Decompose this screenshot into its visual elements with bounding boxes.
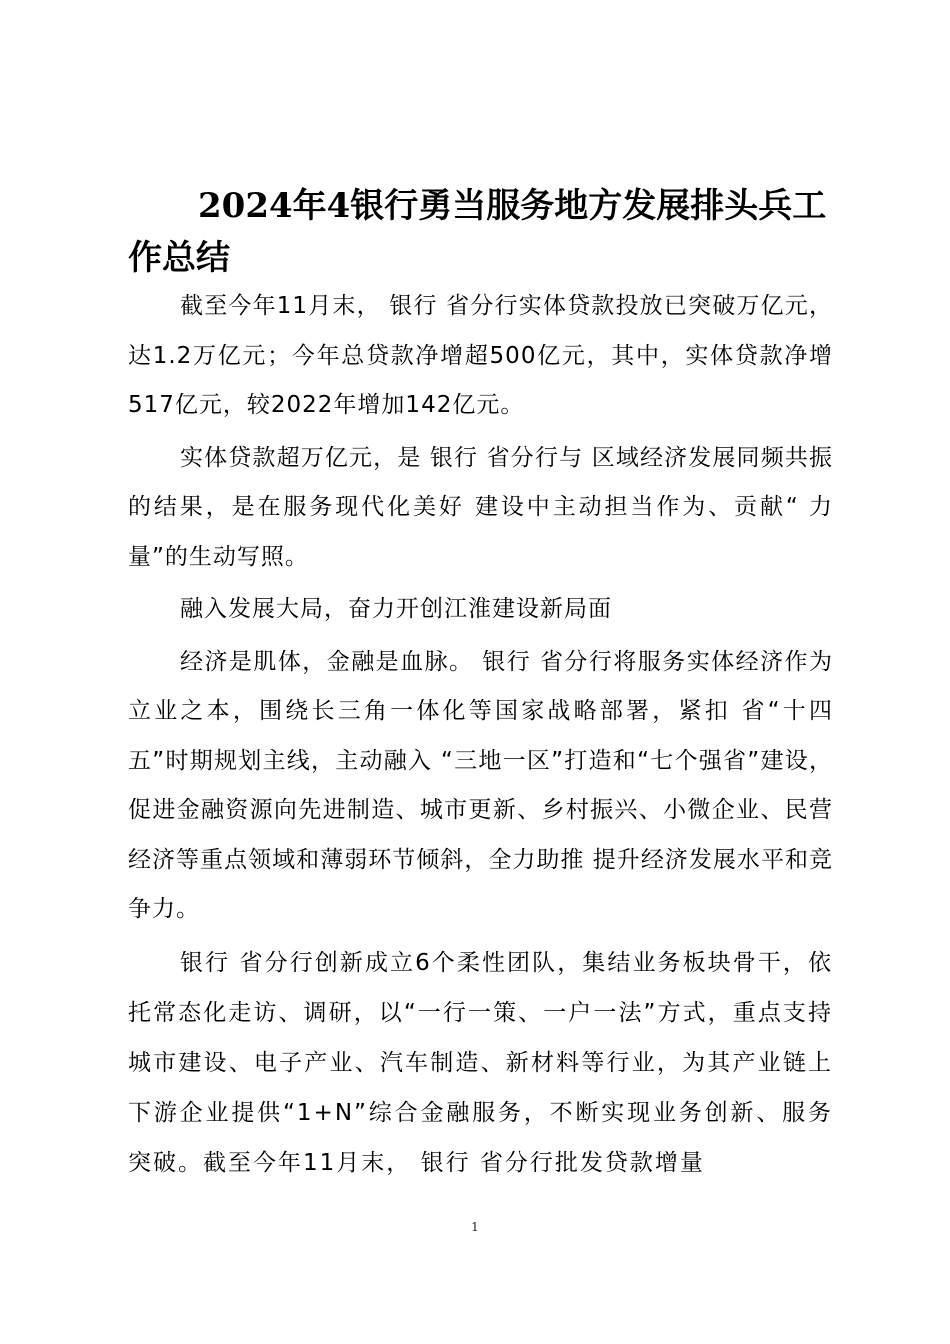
paragraph-4: 银行 省分行创新成立6个柔性团队，集结业务板块骨干，依托常态化走访、调研，以“一行一策、一户一法”方式，重点支持城市建设、电子产业、汽车制造、新材料等行业，为其产业链上下游企业提供“1+N”综合金融服务，不断实现业务创新、服务突破。截至今年11月末， 银行 省分行批发贷款增量 bbox=[128, 949, 833, 1176]
document-title: 2024年4银行勇当服务地方发展排头兵工作总结 bbox=[128, 186, 827, 278]
paragraph-1: 截至今年11月末， 银行 省分行实体贷款投放已突破万亿元，达1.2万亿元；今年总贷款净增超500亿元，其中，实体贷款净增517亿元，较2022年增加142亿元。 bbox=[128, 293, 833, 418]
page-number: 1 bbox=[471, 1220, 479, 1234]
document-body bbox=[128, 282, 833, 1191]
paragraph-2: 实体贷款超万亿元，是 银行 省分行与 区域经济发展同频共振的结果，是在服务现代化美好 建设中主动担当作为、贡献“ 力量”的生动写照。 bbox=[128, 444, 833, 570]
section-heading: 融入发展大局，奋力开创江淮建设新局面 bbox=[180, 596, 612, 622]
paragraph-3: 经济是肌体，金融是血脉。 银行 省分行将服务实体经济作为立业之本，围绕长三角一体化等国家战略部署，紧扣 省“十四五”时期规划主线，主动融入 “三地一区”打造和“七个强省”建设，促进金融资源向先进制造、城市更新、乡村振兴、小微企业、民营经济等重点领域和薄弱环节倾斜，全力助推 提升经济发展水平和竞争力。 bbox=[128, 648, 833, 922]
